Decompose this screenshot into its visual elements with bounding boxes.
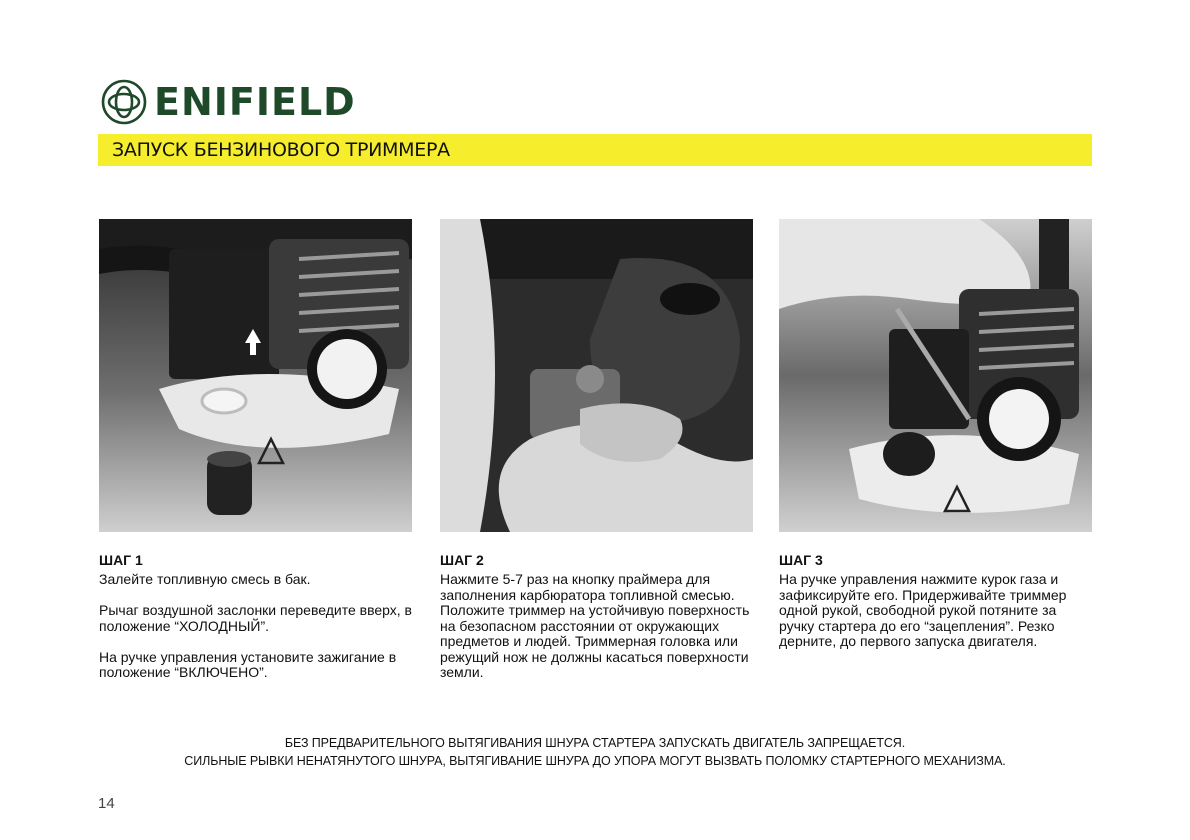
warning-line-1: БЕЗ ПРЕДВАРИТЕЛЬНОГО ВЫТЯГИВАНИЯ ШНУРА СТАРТЕРА ЗАПУСКАТЬ ДВИГАТЕЛЬ ЗАПРЕЩАЕТСЯ. xyxy=(284,736,906,750)
step-2-title: ШАГ 2 xyxy=(440,552,484,568)
section-title-bar xyxy=(98,134,1092,166)
step-3-title: ШАГ 3 xyxy=(779,552,823,568)
step-2-photo xyxy=(440,219,753,532)
step-1-paragraph: Залейте топливную смесь в бак. xyxy=(99,571,311,587)
step-2-paragraph: Нажмите 5-7 раз на кнопку праймера для заполнения карбюратора топливной смесью. Положите триммер на устойчивую поверхность на безопасном расстоянии от окружающих предметов и людей. Триммерная головка или режущий нож не должны касаться поверхности земли. xyxy=(440,571,750,680)
step-2-text xyxy=(440,572,760,681)
step-1-paragraph: На ручке управления установите зажигание в положение “ВКЛЮЧЕНО”. xyxy=(99,648,397,680)
warning-line-2: СИЛЬНЫЕ РЫВКИ НЕНАТЯНУТОГО ШНУРА, ВЫТЯГИВАНИЕ ШНУРА ДО УПОРА МОГУТ ВЫЗВАТЬ ПОЛОМКУ СТАРТЕРНОГО МЕХАНИЗМА. xyxy=(184,754,1006,768)
step-3-photo xyxy=(779,219,1092,532)
page-title: ЗАПУСК БЕНЗИНОВОГО ТРИММЕРА xyxy=(112,139,450,161)
step-1-title: ШАГ 1 xyxy=(99,552,143,568)
brand-logo xyxy=(100,76,356,128)
brand-emblem-icon xyxy=(100,78,148,126)
page-number: 14 xyxy=(98,795,115,812)
step-1-photo xyxy=(99,219,412,532)
step-1-text xyxy=(99,572,412,681)
step-3-paragraph: На ручке управления нажмите курок газа и зафиксируйте его. Придерживайте триммер одной рукой, свободной рукой потяните за ручку стартера до его “зацепления”. Резко дерните, до первого запуска двигателя. xyxy=(779,571,1067,649)
brand-name: ENIFIELD xyxy=(154,80,356,124)
step-1-paragraph: Рычаг воздушной заслонки переведите вверх, в положение “ХОЛОДНЫЙ”. xyxy=(99,602,412,634)
starter-warning xyxy=(98,734,1092,770)
step-3-text xyxy=(779,572,1085,650)
